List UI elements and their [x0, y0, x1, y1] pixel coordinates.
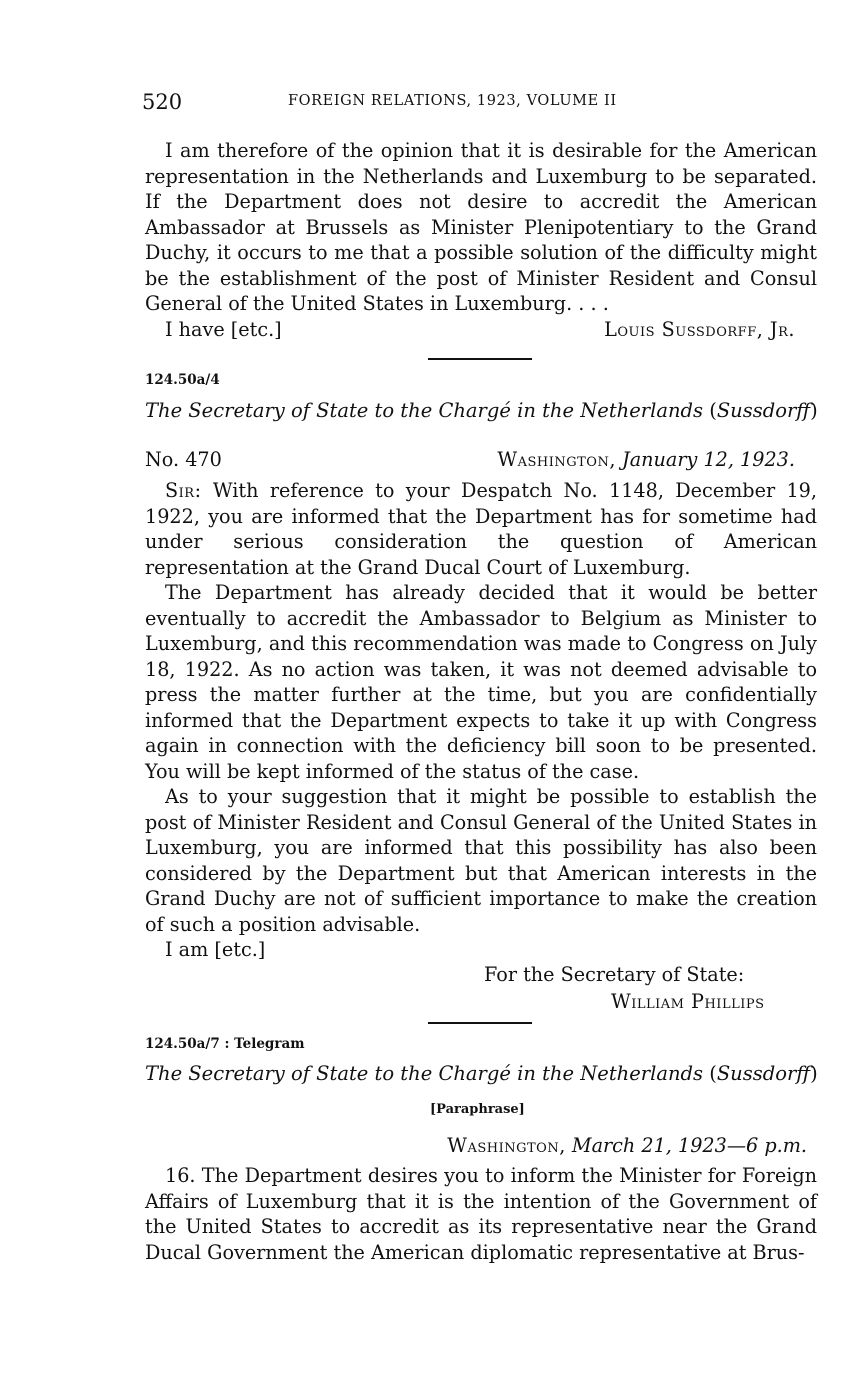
doc2-title-paren-open: (	[709, 399, 717, 422]
page-header	[142, 90, 817, 116]
doc1-body	[145, 138, 817, 343]
doc3-title-paren-open: (	[709, 1062, 717, 1085]
doc3-body	[145, 1163, 817, 1265]
doc2-dateline	[497, 448, 795, 471]
doc3-title-text: The Secretary of State to the Chargé in the Netherlands	[145, 1062, 703, 1085]
doc3-paraphrase-note: [Paraphrase]	[430, 1102, 525, 1117]
doc3-dateline	[447, 1134, 807, 1157]
doc3-title	[145, 1062, 818, 1085]
doc1-closing-row	[145, 317, 817, 343]
doc3-file-number: 124.50a/7 : Telegram	[145, 1036, 305, 1052]
section-divider-2	[428, 1022, 532, 1024]
doc2-place: Washington,	[497, 448, 616, 471]
doc2-paragraph-3: As to your suggestion that it might be possible to establish the post of Minister Resident and Consul General of the United States in Luxemburg, you are informed that this possibility has also been considered by the Department but that American interests in the Grand Duchy are not of sufficient importance to make the creation of such a position advisable.	[145, 785, 817, 936]
page-number: 520	[142, 90, 183, 114]
doc1-closing: I have [etc.]	[165, 317, 282, 341]
doc2-title	[145, 399, 818, 422]
doc2-signature: William Phillips	[611, 990, 765, 1013]
doc3-title-paren-close: )	[810, 1062, 818, 1085]
doc2-number: No. 470	[145, 448, 222, 471]
doc3-paragraph: 16. The Department desires you to inform the Minister for Foreign Affairs of Luxemburg that it is the intention of the Government of the United States to accredit as its representative near the Grand Ducal Government the American diplomatic representative at Brus-	[145, 1164, 817, 1264]
doc1-signature: Louis Sussdorff, Jr.	[604, 317, 795, 341]
doc3-date: March 21, 1923—6 p.m.	[571, 1134, 807, 1157]
doc2-closing-row	[145, 937, 817, 963]
section-divider	[428, 358, 532, 360]
doc2-paragraph-1: Sir: With reference to your Despatch No. 1148, December 19, 1922, you are informed that the Department has for sometime had under serious consideration the question of American representation at the Grand Ducal Court of Luxemburg.	[145, 479, 817, 579]
doc2-meta-row	[145, 448, 817, 474]
doc2-title-paren-close: )	[810, 399, 818, 422]
doc2-for-line: For the Secretary of State:	[484, 963, 745, 986]
running-head: FOREIGN RELATIONS, 1923, VOLUME II	[288, 93, 617, 109]
doc2-title-text: The Secretary of State to the Chargé in the Netherlands	[145, 399, 703, 422]
doc3-place: Washington,	[447, 1134, 566, 1157]
doc3-title-name: Sussdorff	[716, 1062, 811, 1085]
doc2-date: January 12, 1923.	[622, 448, 795, 471]
doc2-body	[145, 478, 817, 963]
doc2-salutation: Sir:	[165, 479, 202, 502]
doc2-closing: I am [etc.]	[165, 938, 266, 961]
doc1-paragraph: I am therefore of the opinion that it is desirable for the American representation in the Netherlands and Luxemburg to be separated. If the Department does not desire to accredit the American Ambassador at Brussels as Minister Plenipotentiary to the Grand Duchy, it occurs to me that a possible solution of the difficulty might be the establishment of the post of Minister Resident and Consul General of the United States in Luxemburg. . . .	[145, 139, 817, 315]
doc2-paragraph-2: The Department has already decided that it would be better eventually to accredit the Ambassador to Belgium as Minister to Luxemburg, and this recommendation was made to Congress on July 18, 1922. As no action was taken, it was not deemed advisable to press the matter further at the time, but you are confidentially informed that the Department expects to take it up with Congress again in connection with the deficiency bill soon to be presented. You will be kept informed of the status of the case.	[145, 581, 817, 783]
doc2-title-name: Sussdorff	[716, 399, 811, 422]
doc2-file-number: 124.50a/4	[145, 372, 220, 388]
doc3-meta-row	[145, 1134, 817, 1160]
